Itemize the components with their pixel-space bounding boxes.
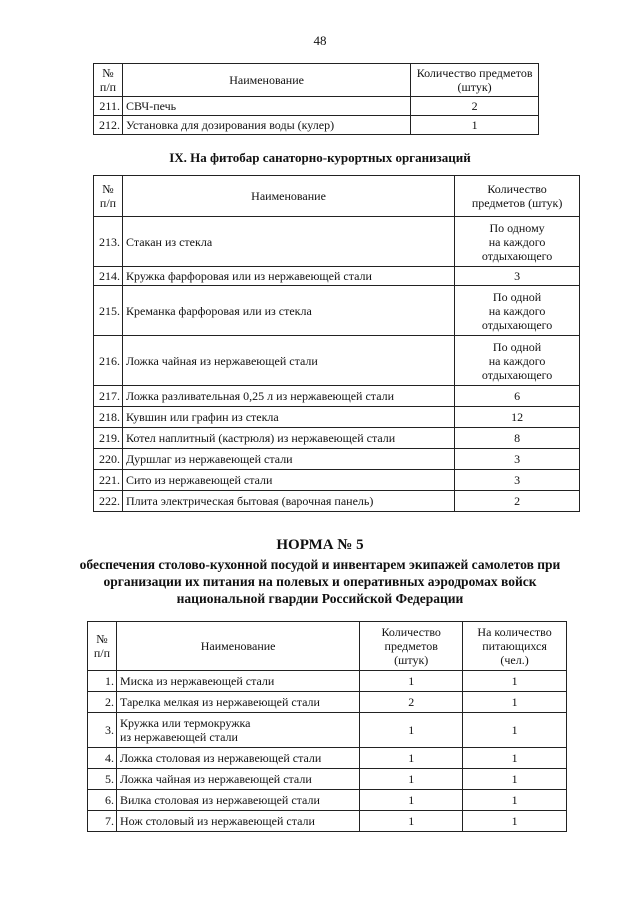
cell-num: 214.	[94, 267, 123, 286]
header-name: Наименование	[122, 176, 454, 217]
header-per-people: На количество питающихся (чел.)	[463, 622, 567, 671]
table-row	[88, 671, 567, 692]
cell-name: Ложка чайная из нержавеющей стали	[122, 336, 454, 386]
cell-num: 217.	[94, 386, 123, 407]
table-row	[94, 470, 580, 491]
cell-name: Котел наплитный (кастрюля) из нержавеющей стали	[122, 428, 454, 449]
cell-name: Креманка фарфоровая или из стекла	[122, 286, 454, 336]
header-qty: Количество предметов (штук)	[411, 64, 539, 97]
cell-qty: По одному на каждого отдыхающего	[455, 217, 580, 267]
cell-name: Ложка столовая из нержавеющей стали	[116, 748, 359, 769]
cell-num: 220.	[94, 449, 123, 470]
header-qty: Количество предметов (штук)	[360, 622, 463, 671]
cell-qty: По одной на каждого отдыхающего	[455, 336, 580, 386]
cell-qty: 3	[455, 267, 580, 286]
cell-num: 4.	[88, 748, 117, 769]
cell-num: 213.	[94, 217, 123, 267]
cell-qty: 12	[455, 407, 580, 428]
page-number: 48	[313, 33, 327, 48]
cell-name: Сито из нержавеющей стали	[122, 470, 454, 491]
cell-name: Вилка столовая из нержавеющей стали	[116, 790, 359, 811]
header-num: № п/п	[94, 64, 123, 97]
cell-qty: 1	[360, 769, 463, 790]
table-row	[94, 386, 580, 407]
cell-num: 2.	[88, 692, 117, 713]
cell-name: Установка для дозирования воды (кулер)	[122, 116, 410, 135]
table-row	[88, 790, 567, 811]
cell-qty: 2	[360, 692, 463, 713]
cell-qty: 6	[455, 386, 580, 407]
cell-per: 1	[463, 790, 567, 811]
cell-num: 3.	[88, 713, 117, 748]
table-row	[94, 428, 580, 449]
cell-num: 6.	[88, 790, 117, 811]
cell-num: 216.	[94, 336, 123, 386]
header-num: № п/п	[88, 622, 117, 671]
cell-name: Кружка фарфоровая или из нержавеющей стали	[122, 267, 454, 286]
header-name: Наименование	[116, 622, 359, 671]
table-phytobar	[93, 175, 580, 512]
cell-name: Миска из нержавеющей стали	[116, 671, 359, 692]
cell-qty: 1	[360, 790, 463, 811]
header-num: № п/п	[94, 176, 123, 217]
table-row	[88, 692, 567, 713]
table-row	[94, 336, 580, 386]
table-row	[94, 97, 539, 116]
cell-name: Дуршлаг из нержавеющей стали	[122, 449, 454, 470]
table-row	[94, 491, 580, 512]
cell-num: 1.	[88, 671, 117, 692]
cell-name: Ложка разливательная 0,25 л из нержавеющей стали	[122, 386, 454, 407]
cell-name: СВЧ-печь	[122, 97, 410, 116]
table-row	[94, 116, 539, 135]
table-row	[94, 217, 580, 267]
cell-per: 1	[463, 811, 567, 832]
cell-qty: 3	[455, 470, 580, 491]
table-row	[94, 407, 580, 428]
cell-per: 1	[463, 713, 567, 748]
cell-name: Тарелка мелкая из нержавеющей стали	[116, 692, 359, 713]
table-row	[94, 286, 580, 336]
table-row	[88, 769, 567, 790]
cell-num: 215.	[94, 286, 123, 336]
cell-qty: 3	[455, 449, 580, 470]
table-row	[94, 267, 580, 286]
cell-per: 1	[463, 692, 567, 713]
header-name: Наименование	[122, 64, 410, 97]
cell-qty: 1	[360, 811, 463, 832]
cell-num: 7.	[88, 811, 117, 832]
section-title: IX. На фитобар санаторно-курортных организаций	[169, 150, 471, 165]
table-row	[88, 748, 567, 769]
cell-qty: 1	[360, 671, 463, 692]
cell-qty: 8	[455, 428, 580, 449]
cell-per: 1	[463, 748, 567, 769]
table-row	[88, 713, 567, 748]
cell-name: Кувшин или графин из стекла	[122, 407, 454, 428]
cell-qty: 1	[360, 713, 463, 748]
header-qty: Количество предметов (штук)	[455, 176, 580, 217]
cell-name: Плита электрическая бытовая (варочная панель)	[122, 491, 454, 512]
cell-qty: 1	[411, 116, 539, 135]
cell-num: 5.	[88, 769, 117, 790]
table-row	[94, 449, 580, 470]
norm-title: НОРМА № 5	[276, 537, 364, 553]
norm-subtitle: обеспечения столово-кухонной посудой и инвентарем экипажей самолетов при организации их питания на полевых и оперативных аэродромах войск национальной гвардии Российской Федерации	[79, 557, 561, 606]
cell-qty: По одной на каждого отдыхающего	[455, 286, 580, 336]
cell-num: 218.	[94, 407, 123, 428]
cell-qty: 2	[411, 97, 539, 116]
cell-name: Кружка или термокружка из нержавеющей стали	[116, 713, 359, 748]
cell-num: 219.	[94, 428, 123, 449]
cell-num: 211.	[94, 97, 123, 116]
cell-qty: 1	[360, 748, 463, 769]
cell-name: Нож столовый из нержавеющей стали	[116, 811, 359, 832]
cell-name: Стакан из стекла	[122, 217, 454, 267]
table-kitchen-appliances	[93, 63, 539, 135]
table-norm5	[87, 621, 567, 832]
cell-per: 1	[463, 769, 567, 790]
cell-per: 1	[463, 671, 567, 692]
cell-qty: 2	[455, 491, 580, 512]
cell-num: 221.	[94, 470, 123, 491]
cell-num: 212.	[94, 116, 123, 135]
table-row	[88, 811, 567, 832]
cell-name: Ложка чайная из нержавеющей стали	[116, 769, 359, 790]
cell-num: 222.	[94, 491, 123, 512]
